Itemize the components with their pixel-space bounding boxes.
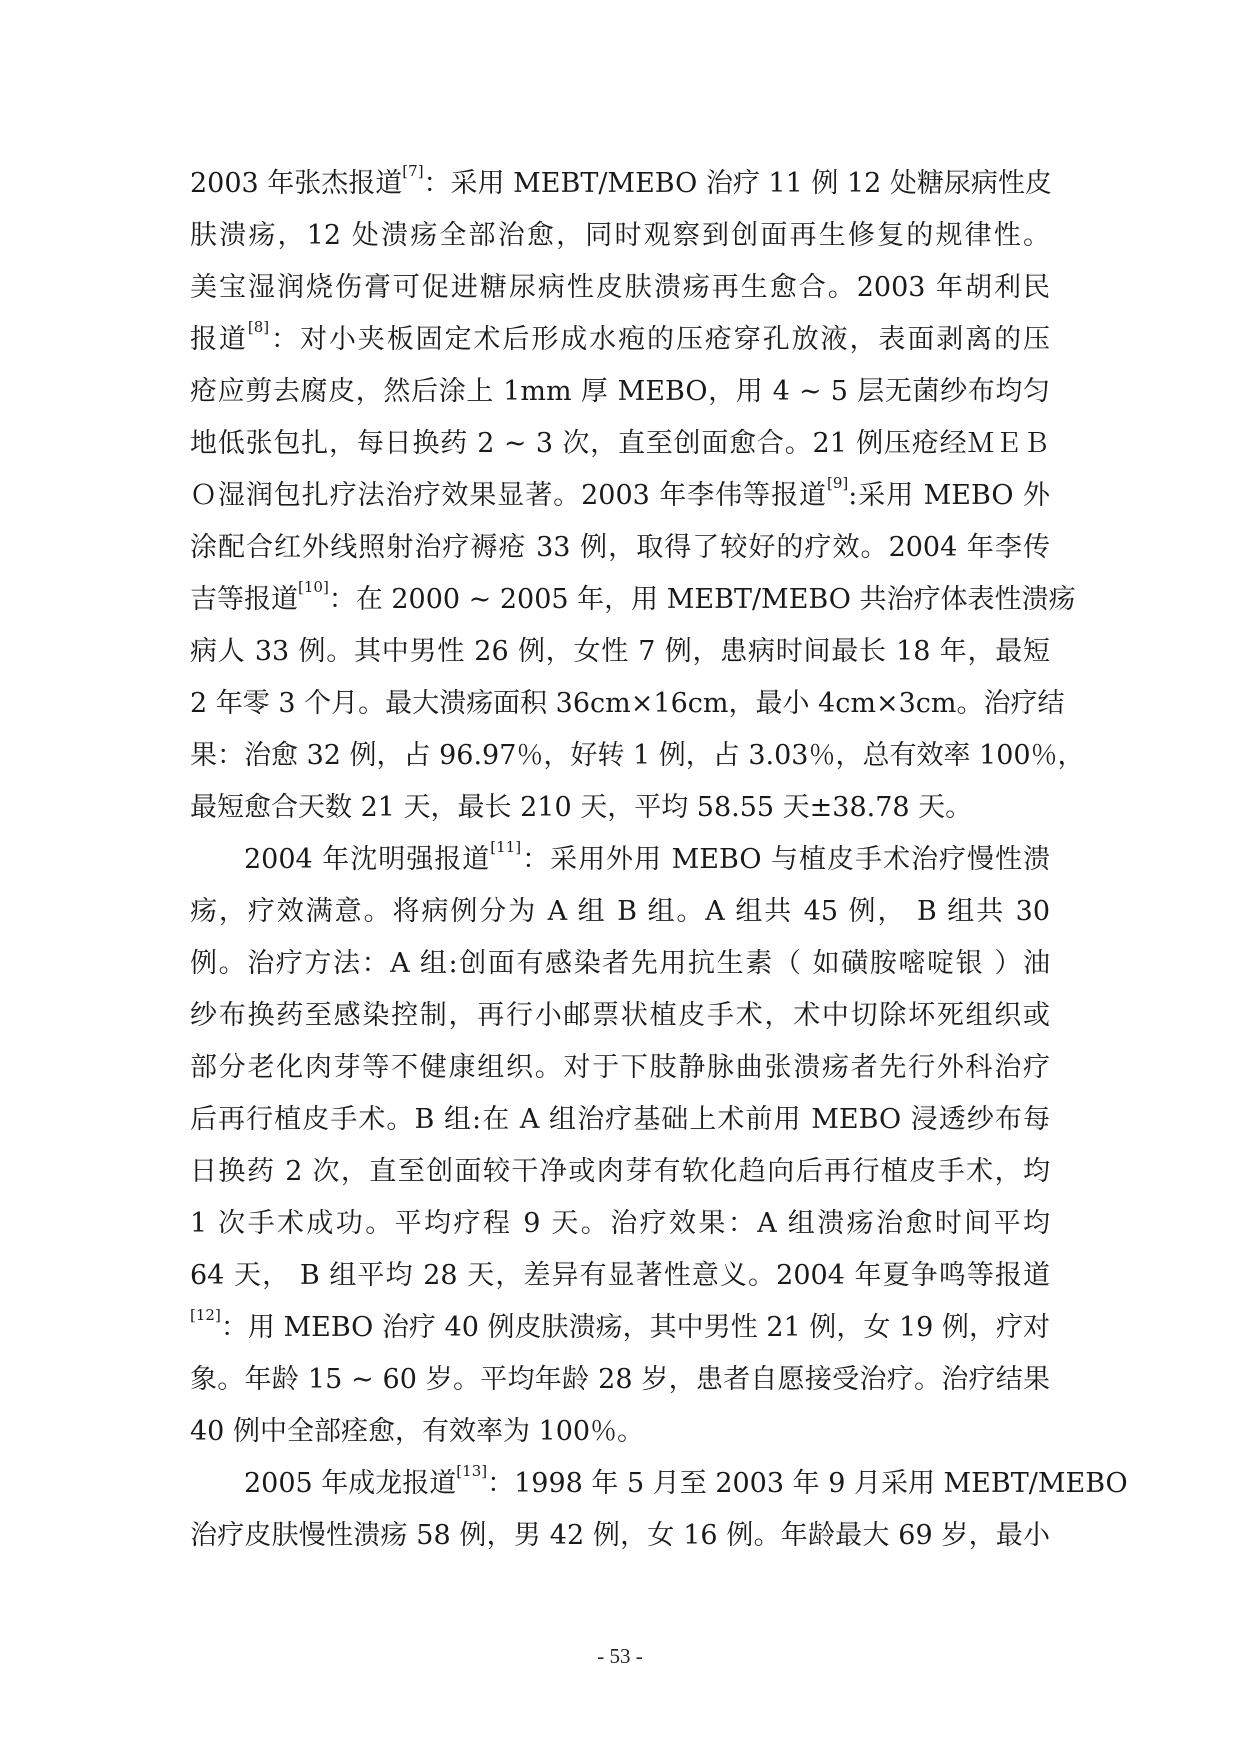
text-run: 治疗皮肤慢性溃疡 58 例，男 42 例，女 16 例。年龄最大 69 岁，最小 (190, 1520, 1050, 1551)
text-run: 64 天， B 组平均 28 天，差异有显著性意义。2004 年夏争鸣等报道 (190, 1260, 1050, 1291)
citation-superscript: [13] (456, 1462, 488, 1480)
text-run: 肤溃疡，12 处溃疡全部治愈，同时观察到创面再生修复的规律性。 (190, 220, 1050, 251)
text-run: 2004 年沈明强报道 (244, 844, 491, 875)
text-run: 2 年零 3 个月。最大溃疡面积 36cm×16cm，最小 4cm×3cm。治疗结 (190, 688, 1065, 719)
text-run: 疡，疗效满意。将病例分为 A 组 B 组。A 组共 45 例， B 组共 30 (190, 896, 1050, 927)
text-run: 2003 年张杰报道 (190, 168, 403, 199)
page-number: - 53 - (597, 1644, 643, 1668)
citation-superscript: [10] (298, 578, 329, 596)
text-run: 象。年龄 15 ~ 60 岁。平均年龄 28 岁，患者自愿接受治疗。治疗结果 (190, 1364, 1050, 1395)
text-run: 报道 (190, 324, 248, 355)
text-run: 疮应剪去腐皮，然后涂上 1mm 厚 MEBO，用 4 ~ 5 层无菌纱布均匀 (190, 376, 1050, 407)
text-run: 部分老化肉芽等不健康组织。对于下肢静脉曲张溃疡者先行外科治疗 (190, 1052, 1050, 1083)
text-line (190, 1354, 1050, 1406)
text-run: 40 例中全部痊愈，有效率为 100％。 (190, 1416, 645, 1447)
citation-superscript: [9] (826, 474, 849, 492)
body-text (190, 158, 1128, 1562)
text-line (190, 730, 1085, 782)
text-run: 纱布换药至感染控制，再行小邮票状植皮手术，术中切除坏死组织或 (190, 1000, 1050, 1031)
text-line (190, 418, 1050, 470)
text-line (190, 1042, 1050, 1094)
text-run: ：在 2000 ~ 2005 年，用 MEBT/MEBO 共治疗体表性溃疡 (328, 584, 1076, 615)
text-run: :采用 MEBO 外 (848, 480, 1050, 511)
citation-superscript: [7] (402, 162, 424, 180)
text-line (190, 990, 1050, 1042)
text-line (190, 1094, 1050, 1146)
citation-superscript: [11] (490, 838, 522, 856)
text-line (190, 834, 1050, 886)
text-line (190, 626, 1050, 678)
citation-superscript: [8] (247, 318, 270, 336)
text-line (190, 678, 1065, 730)
text-run: 2005 年成龙报道 (244, 1468, 457, 1499)
text-line (190, 262, 1050, 314)
text-run: 果：治愈 32 例，占 96.97％，好转 1 例，占 3.03％，总有效率 100％， (190, 740, 1085, 771)
text-run: ：采用外用 MEBO 与植皮手术治疗慢性溃 (521, 844, 1051, 875)
text-line (190, 1458, 1128, 1510)
text-line (190, 210, 1050, 262)
text-run: ：采用 MEBT/MEBO 治疗 11 例 12 处糖尿病性皮 (423, 168, 1052, 199)
text-line (190, 1406, 1050, 1458)
text-line (190, 886, 1050, 938)
text-line (190, 782, 1050, 834)
text-line (190, 158, 1050, 210)
text-line (190, 1510, 1050, 1562)
text-run: 例。治疗方法：A 组:创面有感染者先用抗生素（ 如磺胺嘧啶银 ）油 (190, 948, 1050, 979)
text-run: 吉等报道 (190, 584, 298, 615)
text-line (190, 1250, 1050, 1302)
text-line (190, 314, 1050, 366)
text-run: 美宝湿润烧伤膏可促进糖尿病性皮肤溃疡再生愈合。2003 年胡利民 (190, 272, 1050, 303)
text-line (190, 574, 1076, 626)
text-line (190, 470, 1050, 522)
text-run: Ｏ湿润包扎疗法治疗效果显著。2003 年李伟等报道 (190, 480, 827, 511)
text-line (190, 1198, 1050, 1250)
text-run: 地低张包扎，每日换药 2 ~ 3 次，直至创面愈合。21 例压疮经ＭＥＢ (190, 428, 1050, 459)
text-run: ：用 MEBO 治疗 40 例皮肤溃疡，其中男性 21 例，女 19 例，疗对 (220, 1312, 1050, 1343)
text-line (190, 938, 1050, 990)
text-line (190, 1146, 1050, 1198)
text-run: 1 次手术成功。平均疗程 9 天。治疗效果：A 组溃疡治愈时间平均 (190, 1208, 1050, 1239)
text-run: 涂配合红外线照射治疗褥疮 33 例，取得了较好的疗效。2004 年李传 (190, 532, 1050, 563)
text-line (190, 1302, 1050, 1354)
citation-superscript: [12] (190, 1306, 221, 1324)
text-line (190, 366, 1050, 418)
text-run: ：1998 年 5 月至 2003 年 9 月采用 MEBT/MEBO (487, 1468, 1128, 1499)
text-line (190, 522, 1050, 574)
text-run: 后再行植皮手术。B 组:在 A 组治疗基础上术前用 MEBO 浸透纱布每 (190, 1104, 1050, 1135)
text-run: 日换药 2 次，直至创面较干净或肉芽有软化趋向后再行植皮手术，均 (190, 1156, 1050, 1187)
text-run: 最短愈合天数 21 天，最长 210 天，平均 58.55 天±38.78 天。 (190, 792, 973, 823)
text-run: 病人 33 例。其中男性 26 例，女性 7 例，患病时间最长 18 年，最短 (190, 636, 1050, 667)
text-run: ：对小夹板固定术后形成水疱的压疮穿孔放液，表面剥离的压 (269, 324, 1051, 355)
